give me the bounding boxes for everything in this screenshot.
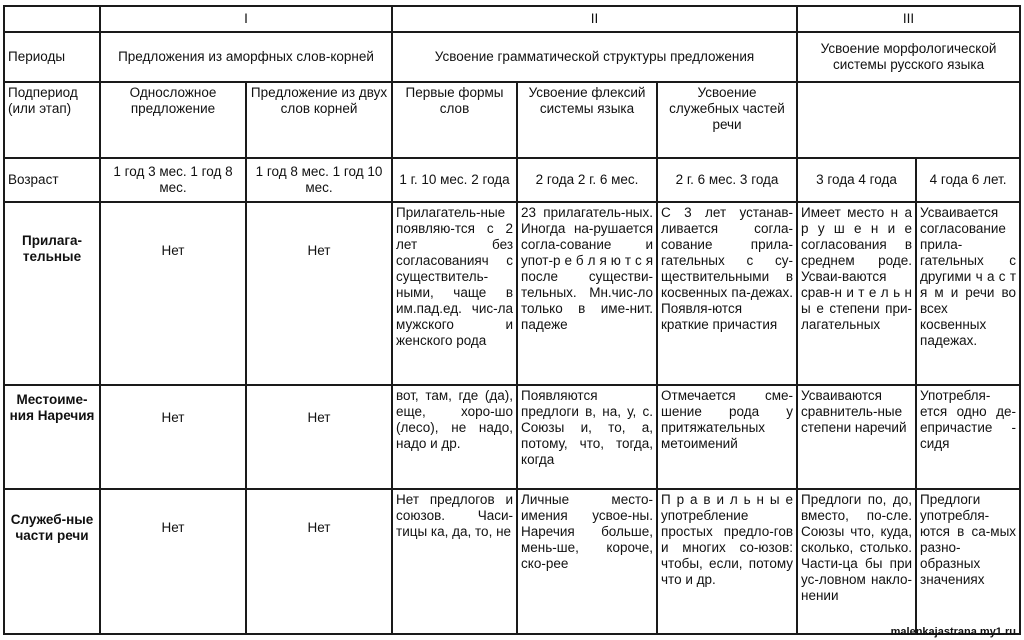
adjectives-cell-6: Имеет место н а р у ш е н и е согласования в среднем роде. Усваи-ваются срав-н и т е л ь н ы е степени при-лагательных	[797, 202, 916, 385]
adjectives-cell-4: 23 прилагатель-ных. Иногда на-рушается согла-сование и упот-р е б л я ю т с я после существи-тельных. Мн.чис-ло только в име-нит. падеже	[517, 202, 657, 385]
subperiod-5: Усвоение служебных частей речи	[657, 82, 797, 158]
age-1: 1 год 3 мес. 1 год 8 мес.	[100, 158, 246, 202]
pronouns-row	[4, 385, 1020, 489]
function-words-cell-6: Предлоги по, до, вместо, по-сле. Союзы что, куда, сколько, столько. Части-ца бы при ус-ловном накло-нении	[797, 489, 916, 634]
pronouns-cell-4: Появляются предлоги в, на, у, с. Союзы и, то, а, потому, что, тогда, когда	[517, 385, 657, 489]
subperiod-3: Первые формы слов	[392, 82, 517, 158]
periods-row	[4, 32, 1020, 82]
adjectives-cell-5: С 3 лет устанав-ливается согла-сование прила-гательных с су-ществительными в косвенных па-дежах. Появля-ются краткие причастия	[657, 202, 797, 385]
periods-label: Периоды	[4, 32, 100, 82]
period-2: Усвоение грамматической структуры предложения	[392, 32, 797, 82]
pronouns-cell-7: Употребля-ется одно де-епричастие - сидя	[916, 385, 1020, 489]
subperiods-row	[4, 82, 1020, 158]
period-3: Усвоение морфологической системы русского языка	[797, 32, 1020, 82]
function-words-none-2: Нет	[246, 489, 392, 634]
roman-header-1: I	[100, 6, 392, 32]
function-words-cell-7: Предлоги употребля-ются в са-мых разно-образных значениях	[916, 489, 1020, 634]
subperiods-label: Подпериод (или этап)	[4, 82, 100, 158]
subperiod-1: Односложное предложение	[100, 82, 246, 158]
function-words-cell-3: Нет предлогов и союзов. Часи-тицы ка, да, то, не	[392, 489, 517, 634]
subperiod-2: Предложение из двух слов корней	[246, 82, 392, 158]
adjectives-none-1: Нет	[100, 202, 246, 385]
period-1: Предложения из аморфных слов-корней	[100, 32, 392, 82]
adjectives-none-2: Нет	[246, 202, 392, 385]
adjectives-row	[4, 202, 1020, 385]
pronouns-cell-3: вот, там, где (да), еще, хоро-шо (лесо), не надо, надо и др.	[392, 385, 517, 489]
roman-header-2: II	[392, 6, 797, 32]
function-words-row	[4, 489, 1020, 634]
subperiod-empty	[797, 82, 1020, 158]
age-4: 2 года 2 г. 6 мес.	[517, 158, 657, 202]
corner-cell	[4, 6, 100, 32]
pronouns-none-1: Нет	[100, 385, 246, 489]
age-3: 1 г. 10 мес. 2 года	[392, 158, 517, 202]
pronouns-cell-6: Усваиваются сравнитель-ные степени наречий	[797, 385, 916, 489]
pronouns-label: Местоиме-ния Наречия	[4, 385, 100, 489]
age-row	[4, 158, 1020, 202]
function-words-cell-4: Личные место-имения усвое-ны. Наречия больше, мень-ше, короче, ско-рее	[517, 489, 657, 634]
development-table	[3, 5, 1021, 635]
age-7: 4 года 6 лет.	[916, 158, 1020, 202]
age-6: 3 года 4 года	[797, 158, 916, 202]
age-5: 2 г. 6 мес. 3 года	[657, 158, 797, 202]
function-words-cell-5: П р а в и л ь н ы е употребление простых предло-гов и многих со-юзов: чтобы, если, потому что и др.	[657, 489, 797, 634]
adjectives-cell-7: Усваивается согласование прила-гательных с другими ч а с т я м и речи во всех косвенных падежах.	[916, 202, 1020, 385]
roman-header-row	[4, 6, 1020, 32]
adjectives-label: Прилага-тельные	[4, 202, 100, 385]
roman-header-3: III	[797, 6, 1020, 32]
function-words-label: Служеб-ные части речи	[4, 489, 100, 634]
pronouns-none-2: Нет	[246, 385, 392, 489]
function-words-none-1: Нет	[100, 489, 246, 634]
pronouns-cell-5: Отмечается сме-шение рода у притяжательных метоимений	[657, 385, 797, 489]
watermark: malenkajastrana.my1.ru	[890, 626, 1016, 638]
age-2: 1 год 8 мес. 1 год 10 мес.	[246, 158, 392, 202]
age-label: Возраст	[4, 158, 100, 202]
subperiod-4: Усвоение флексий системы языка	[517, 82, 657, 158]
adjectives-cell-3: Прилагатель-ные появляю-тся с 2 лет без согласованияч с существитель-ными, чаще в им.пад.ед. чис-ла мужского и женского рода	[392, 202, 517, 385]
